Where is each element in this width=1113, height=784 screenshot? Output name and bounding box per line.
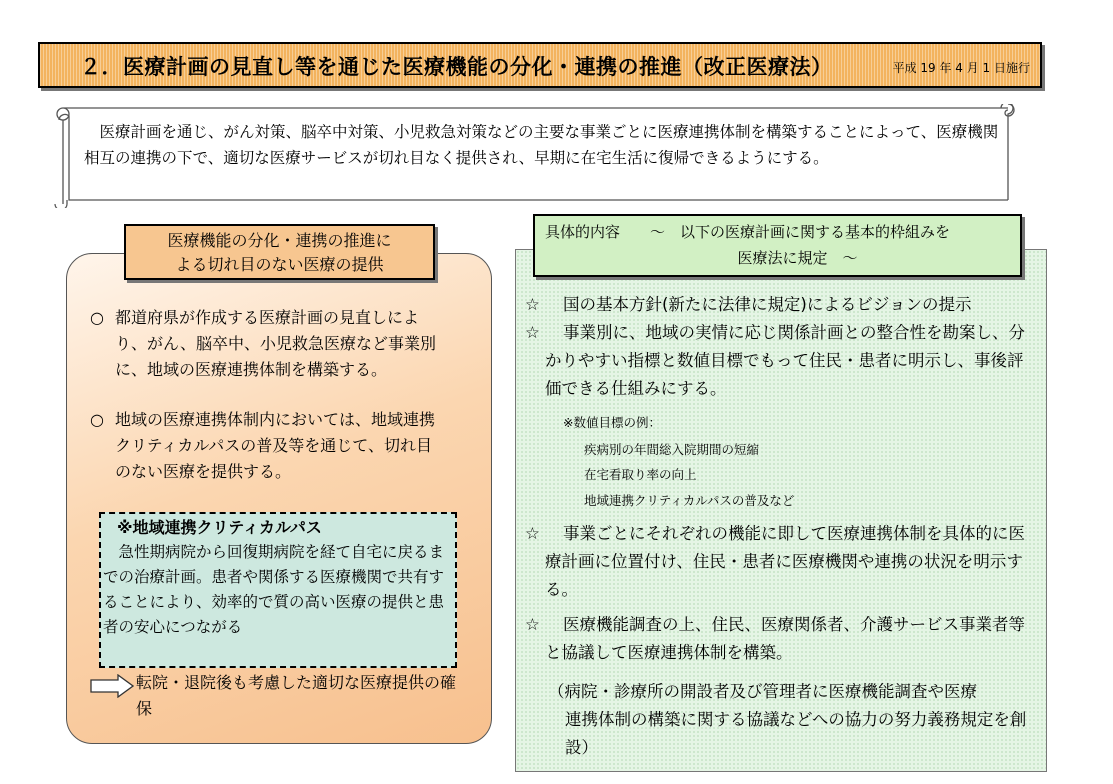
examples-label: ※数値目標の例： (563, 415, 661, 430)
right-item (525, 520, 1037, 604)
right-header-line2: 医療法に規定 ～ (737, 249, 858, 267)
right-arrow-icon (90, 674, 134, 698)
right-item-text: 事業ごとにそれぞれの機能に即して医療連携体制を具体的に医療計画に位置付け、住民・患者に医療機関や連携の状況を明示する。 (545, 524, 1025, 599)
example-item: 在宅看取り率の向上 (584, 467, 697, 482)
right-item (525, 291, 1037, 319)
circle-bullet-icon: ○ (90, 410, 104, 429)
duty-note (548, 678, 1038, 762)
circle-bullet-icon: ○ (90, 308, 104, 327)
right-item (525, 611, 1037, 667)
right-item (525, 319, 1037, 403)
arrow-text: 転院・退院後も考慮した適切な医療提供の確保 (136, 673, 457, 718)
right-item-text: 医療機能調査の上、住民、医療関係者、介護サービス事業者等と協議して医療連携体制を構築。 (545, 615, 1025, 662)
page-title: ２．医療計画の見直し等を通じた医療機能の分化・連携の推進（改正医療法） (80, 55, 833, 79)
critical-path-note (99, 512, 457, 668)
left-item (90, 407, 440, 485)
right-item-text: 事業別に、地域の実情に応じ関係計画との整合性を勘案し、分かりやすい指標と数値目標でもって住民・患者に明示し、事後評価できる仕組みにする。 (545, 323, 1025, 398)
star-bullet-icon: ☆ (525, 615, 540, 634)
right-item-text: 国の基本方針(新たに法律に規定)によるビジョンの提示 (563, 295, 972, 314)
summary-text: 医療計画を通じ、がん対策、脳卒中対策、小児救急対策などの主要な事業ごとに医療連携体制を構築することによって、医療機関相互の連携の下で、適切な医療サービスが切れ目なく提供され、早期に在宅生活に復帰できるようにする。 (84, 123, 999, 167)
left-header-line2: よる切れ目のない医療の提供 (175, 255, 384, 274)
example-item: 疾病別の年間総入院期間の短縮 (584, 442, 760, 457)
star-bullet-icon: ☆ (525, 323, 540, 342)
note-body: 急性期病院から回復期病院を経て自宅に戻るまでの治療計画。患者や関係する医療機関で共有することにより、効率的で質の高い医療の提供と患者の安心につながる (103, 543, 445, 636)
note-title: ※地域連携クリティカルパス (117, 518, 322, 537)
right-header-line1: 具体的内容 ～ 以下の医療計画に関する基本的枠組みを (545, 223, 951, 241)
right-panel-header (533, 214, 1022, 277)
example-item: 地域連携クリティカルパスの普及など (584, 493, 795, 508)
star-bullet-icon: ☆ (525, 524, 540, 543)
effective-date: 平成 19 年 4 月 1 日施行 (892, 61, 1030, 75)
left-item-text: 地域の医療連携体制内においては、地域連携クリティカルパスの普及等を通じて、切れ目のない医療を提供する。 (115, 410, 436, 481)
duty-note-line2: 連携体制の構築に関する協議などへの協力の努力義務規定を創設） (565, 710, 1027, 757)
left-item (90, 305, 440, 383)
duty-note-line1: （病院・診療所の開設者及び管理者に医療機能調査や医療 (548, 682, 977, 701)
star-bullet-icon: ☆ (525, 295, 540, 314)
title-banner (38, 42, 1042, 88)
left-item-text: 都道府県が作成する医療計画の見直しにより、がん、脳卒中、小児救急医療など事業別に、地域の医療連携体制を構築する。 (115, 308, 436, 379)
left-panel-header (124, 224, 435, 280)
left-header-line1: 医療機能の分化・連携の推進に (167, 231, 392, 250)
